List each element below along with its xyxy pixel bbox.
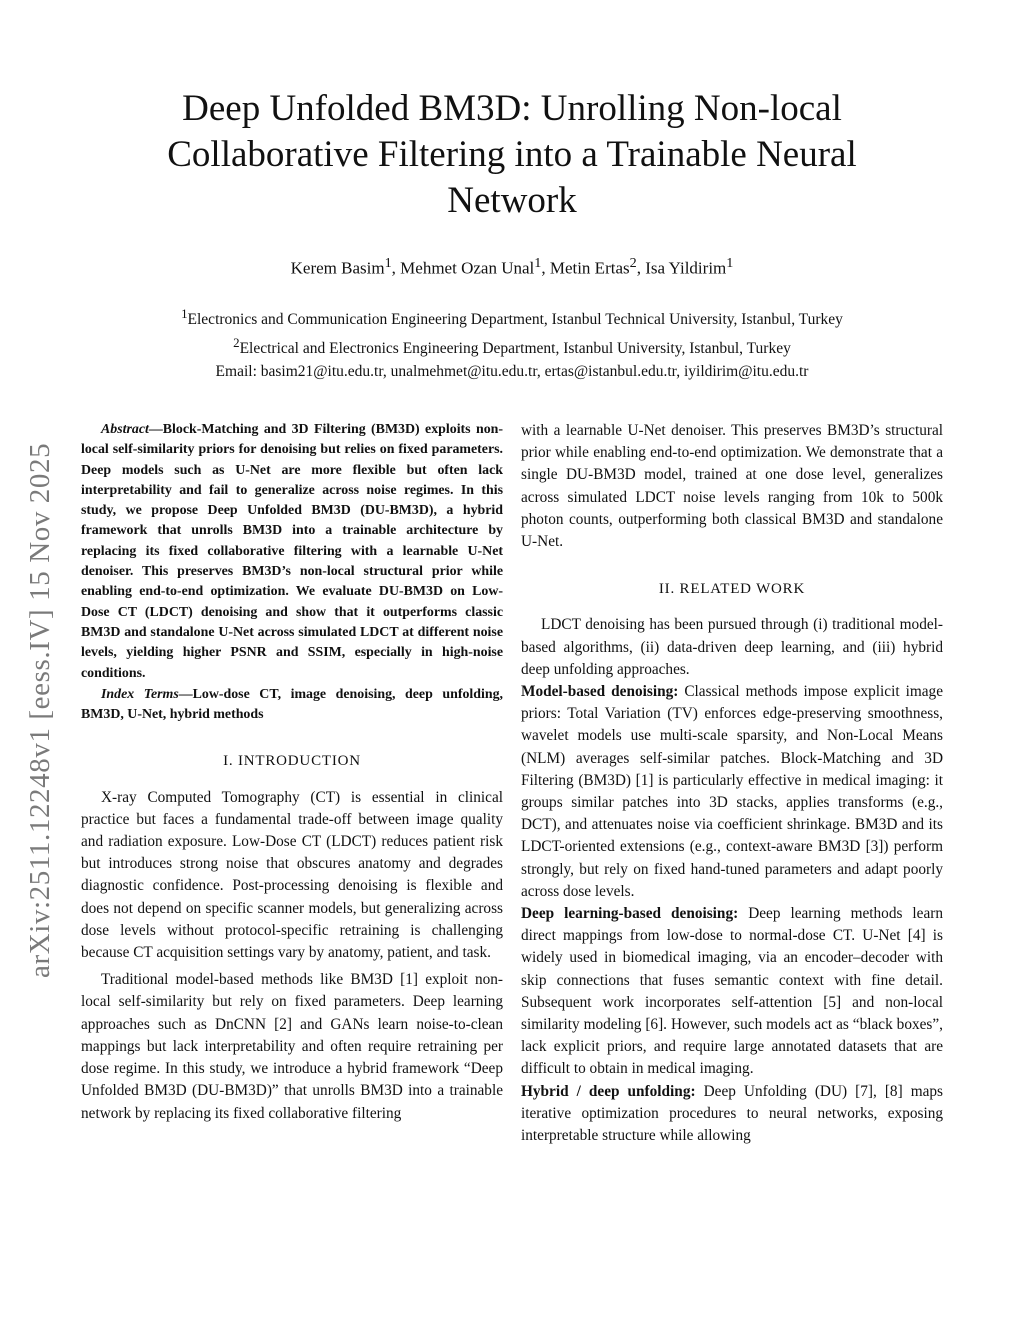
hybrid-text: Deep Unfolding (DU) [7], [8] maps iterative optimization procedures to neural networks, exposing interpretable structure while allowing <box>521 1082 943 1145</box>
affiliation-mark: 1 <box>534 255 542 271</box>
affiliation-block <box>60 302 964 383</box>
index-terms-label: Index Terms <box>101 686 179 702</box>
model-based-text: Classical methods impose explicit image priors: Total Variation (TV) enforces edge-preserving smoothness, wavelet models use multi-scale sparsity, and Non-Local Means (NLM) averages self-similar patches. Block-Matching and 3D Filtering (BM3D) [1] is particularly effective in medical imaging: it groups similar patches into 3D stacks, applies transforms (e.g., DCT), and attenuates noise via coefficient shrinkage. BM3D and its LDCT-oriented extensions (e.g., context-aware BM3D [3]) perform strongly, but rely on fixed hand-tuned parameters and adapt poorly across dose levels. <box>521 683 943 900</box>
email-line: Email: basim21@itu.edu.tr, unalmehmet@itu.edu.tr, ertas@istanbul.edu.tr, iyildirim@itu.edu.tr <box>215 363 809 381</box>
index-terms: Index Terms—Low-dose CT, image denoising, deep unfolding, BM3D, U-Net, hybrid methods <box>81 686 503 723</box>
affiliation-text: Electronics and Communication Engineering Department, Istanbul Technical University, Istanbul, Turkey <box>187 311 843 329</box>
abstract: Abstract—Block-Matching and 3D Filtering (BM3D) exploits non-local self-similarity priors for denoising but relies on fixed parameters. Deep models such as U-Net are more flexible but often lack interpretability and fail to generalize across noise regimes. In this study, we propose Deep Unfolded BM3D (DU-BM3D), a hybrid framework that unrolls BM3D into a trainable architecture by replacing its fixed collaborative filtering with a learnable U-Net denoiser. This preserves BM3D’s non-local structural prior while enabling end-to-end optimization. We evaluate DU-BM3D on Low-Dose CT (LDCT) denoising and show that it outperforms classic BM3D and standalone U-Net across simulated LDCT at different noise levels, yielding higher PSNR and SSIM, especially in high-noise conditions. <box>81 422 503 681</box>
affiliation-mark: 1 <box>181 306 188 321</box>
paper-title: Deep Unfolded BM3D: Unrolling Non-local Collaborative Filtering into a Trainable Neural Network <box>167 88 857 221</box>
author-list: Kerem Basim$^1$, Mehmet Ozan Unal$^1$, Metin Ertas$^2$, Isa Yildirim$^1$ <box>290 255 734 278</box>
affiliation-line <box>60 302 964 331</box>
hybrid-heading: Hybrid / deep unfolding: <box>521 1082 696 1100</box>
author-name: Isa Yildirim <box>645 258 727 278</box>
model-based-heading: Model-based denoising: <box>521 683 679 701</box>
affiliation-mark: 1 <box>384 255 392 271</box>
intro-paragraph-2: Traditional model-based methods like BM3D [1] exploit non-local self-similarity but rely on fixed parameters. Deep learning approaches such as DnCNN [2] and GANs learn noise-to-clean mappings but lack interpretability and often require retraining per dose regime. In this study, we introduce a hybrid framework “Deep Unfolded BM3D (DU-BM3D)” that unrolls BM3D into a trainable network by replacing its fixed collaborative filtering <box>81 971 503 1122</box>
section-heading-introduction: I. INTRODUCTION <box>223 753 361 770</box>
abstract-label: Abstract <box>101 422 149 437</box>
related-paragraph-1: LDCT denoising has been pursued through (i) traditional model-based algorithms, (ii) data-driven deep learning, and (iii) hybrid deep unfolding approaches. <box>521 616 943 678</box>
deep-learning-paragraph <box>521 903 943 1081</box>
affiliation-mark: 2 <box>233 335 240 351</box>
arxiv-identifier: arXiv:2511.12248v1 [eess.IV] 15 Nov 2025 <box>24 442 56 978</box>
index-terms-text: Low-dose CT, image denoising, deep unfolding, BM3D, U-Net, hybrid methods <box>81 686 503 723</box>
right-column <box>521 420 943 1147</box>
author-name: Mehmet Ozan Unal <box>400 258 535 278</box>
abstract-text: Block-Matching and 3D Filtering (BM3D) exploits non-local self-similarity priors for denoising but relies on fixed parameters. Deep models such as U-Net are more flexible but often lack interpretability and fail to generalize across noise regimes. In this study, we propose Deep Unfolded BM3D (DU-BM3D), a hybrid framework that unrolls BM3D into a trainable architecture by replacing its fixed collaborative filtering with a learnable U-Net denoiser. This preserves BM3D’s non-local structural prior while enabling end-to-end optimization. We evaluate DU-BM3D on Low-Dose CT (LDCT) denoising and show that it outperforms classic BM3D and standalone U-Net across simulated LDCT at different noise levels, yielding higher PSNR and SSIM, especially in high-noise conditions. <box>81 422 503 681</box>
deep-learning-heading: Deep learning-based denoising: <box>521 905 739 923</box>
affiliation-mark: 1 <box>726 255 734 271</box>
author-name: Metin Ertas <box>549 258 630 278</box>
affiliation-line <box>60 331 964 360</box>
affiliation-text: Electrical and Electronics Engineering Department, Istanbul University, Istanbul, Turkey <box>239 340 791 358</box>
affiliation-mark: 2 <box>629 255 637 271</box>
intro-paragraph-1: X-ray Computed Tomography (CT) is essential in clinical practice but faces a fundamental trade-off between image quality and radiation exposure. Low-Dose CT (LDCT) reduces patient risk but introduces strong noise that obscures anatomy and degrades diagnostic confidence. Post-processing denoising is flexible and does not depend on specific scanner models, but generalizing across dose levels without protocol-specific retraining is challenging because CT acquisition settings vary by anatomy, patient, and task. <box>81 788 503 962</box>
author-name: Kerem Basim <box>290 258 385 278</box>
section-heading-related-work: II. RELATED WORK <box>658 581 806 598</box>
intro-paragraph-2-continued: with a learnable U-Net denoiser. This preserves BM3D’s structural prior while enabling end-to-end optimization. We demonstrate that a single DU-BM3D model, trained at one dose level, generalizes across simulated LDCT noise levels ranging from 10k to 500k photon counts, outperforming both classical BM3D and standalone U-Net. <box>521 422 943 551</box>
deep-learning-text: Deep learning methods learn direct mappings from low-dose to normal-dose CT. U-Net [4] is widely used in biomedical imaging, via an encoder–decoder with skip connections that fuses semantic context with fine detail. Subsequent work incorporates self-attention [5] and non-local similarity modeling [6]. However, such models act as “black boxes”, lack explicit priors, and require large annotated datasets that are difficult to obtain in medical imaging. <box>521 905 944 1078</box>
hybrid-paragraph <box>521 1081 943 1148</box>
left-column <box>81 420 503 1125</box>
model-based-paragraph <box>521 681 943 903</box>
